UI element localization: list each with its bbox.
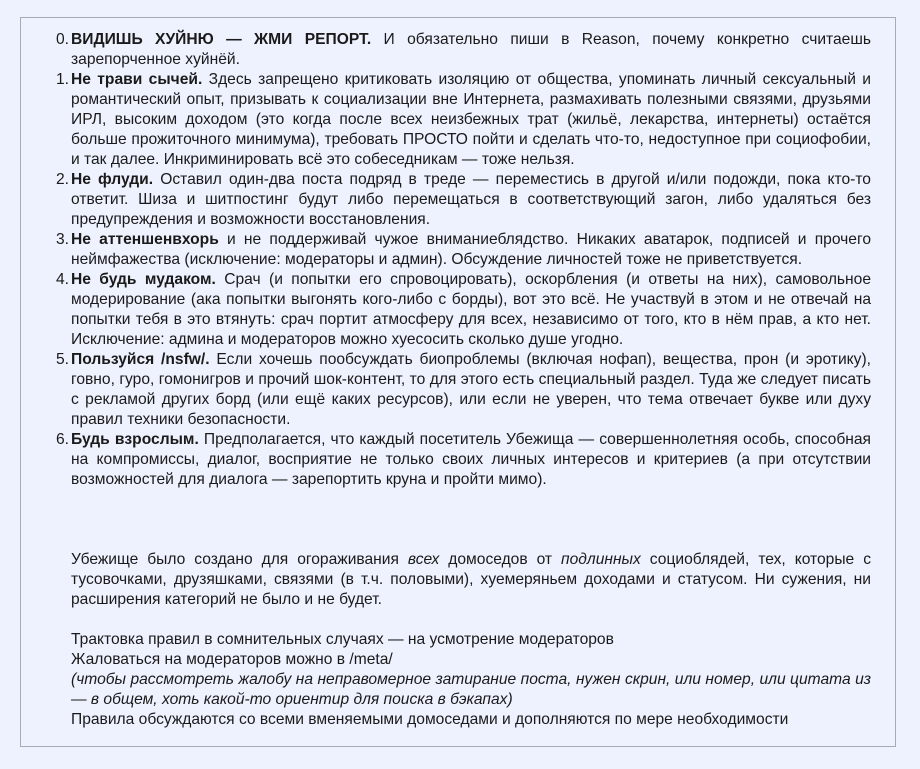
rule-title: Пользуйся /nsfw/. (71, 351, 210, 368)
rule-item-0 (55, 30, 871, 70)
rule-text: и не поддерживай чужое вниманиеблядство. Никаких аватарок, подписей и прочего неймфажества (исключение: модераторы и админ). Обсуждение личностей тоже не приветствуется. (71, 231, 871, 268)
rule-text: Оставил один-два поста подряд в треде — переместись в другой и/или подожди, пока кто-то ответит. Шиза и шитпостинг будут либо перемещаться в соответствующий загон, либо удаляться без предупреждения и возможности восстановления. (71, 171, 871, 228)
rule-title: Не флуди. (71, 171, 154, 188)
rule-text: Здесь запрещено критиковать изоляцию от общества, упоминать личный сексуальный и романтический опыт, призывать к социализации вне Интернета, размахивать полезными связями, друзьями ИРЛ, высоким доходом (это когда после всех неизбежных трат (жильё, лекарства, интернеты) остаётся больше прожиточного минимума), требовать ПРОСТО пойти и сделать что-то, недоступное при социофобии, и так далее. Инкриминировать всё это собеседникам — тоже нельзя. (71, 71, 871, 168)
rule-number: 4. (55, 271, 69, 288)
rule-number: 0. (55, 31, 69, 48)
rule-item-2 (55, 170, 871, 230)
rules-footer (71, 550, 871, 730)
rule-item-1 (55, 70, 871, 170)
rule-title: ВИДИШЬ ХУЙНЮ — ЖМИ РЕПОРТ. (71, 31, 372, 48)
footer-line-complaints: Жаловаться на модераторов можно в /meta/ (71, 651, 393, 668)
rule-title: Не будь мудаком. (71, 271, 216, 288)
rule-text: Если хочешь пообсуждать биопроблемы (включая нофап), вещества, прон (и эротику), говно, гуро, гомонигров и прочий шок-контент, то для этого есть специальный раздел. Туда же следует писать с рекламой других борд (или ещё каких ресурсов), или если не уверен, что тема отвечает букве или духу правил техники безопасности. (71, 351, 871, 428)
rule-item-5 (55, 350, 871, 430)
rule-item-3 (55, 230, 871, 270)
footer-emphasis: всех (407, 551, 440, 568)
footer-emphasis: подлинных (561, 551, 641, 568)
rule-item-6 (55, 430, 871, 490)
spacer (71, 610, 871, 630)
rule-title: Будь взрослым. (71, 431, 199, 448)
rule-text: И обязательно пиши в Reason, почему конкретно считаешь зарепорченное хуйнёй. (71, 31, 871, 68)
rule-title: Не трави сычей. (71, 71, 203, 88)
rule-number: 3. (55, 231, 69, 248)
rule-number: 5. (55, 351, 69, 368)
footer-text: домоседов от (439, 551, 562, 568)
footer-text: Убежище было создано для огораживания (71, 551, 408, 568)
rule-number: 6. (55, 431, 69, 448)
rule-title: Не аттеншенвхорь (71, 231, 219, 248)
rule-text: Срач (и попытки его спровоцировать), оскорбления (и ответы на них), самовольное модерирование (ака попытки выгонять кого-либо с борды), вот это всё. Не участвуй в этом и не отвечай на попытки тебя в это втянуть: срач портит атмосферу для всех, независимо от того, кто в нём прав, а кто нет. Исключение: админа и модераторов можно хуесосить сколько душе угодно. (71, 271, 871, 348)
footer-text: социоблядей, тех, которые с тусовочками, друзяшками, связями (в т.ч. половыми), хуемеряньем доходами и статусом. Ни сужения, ни расширения категорий не было и не будет. (71, 551, 871, 608)
footer-note-text: (чтобы рассмотреть жалобу на неправомерное затирание поста, нужен скрин, или номер, или цитата из — в общем, хоть какой-то ориентир для поиска в бэкапах) (71, 671, 871, 708)
rule-number: 1. (55, 71, 69, 88)
rule-item-4 (55, 270, 871, 350)
rule-text: Предполагается, что каждый посетитель Убежища — совершеннолетняя особь, способная на компромиссы, диалог, восприятие не только своих личных интересов и критериев (а при отсутствии возможностей для диалога — зарепортить круна и пройти мимо). (71, 431, 871, 488)
rules-panel (20, 17, 896, 747)
footer-line-complaints-note (71, 670, 871, 710)
footer-line-interpretation: Трактовка правил в сомнительных случаях — на усмотрение модераторов (71, 631, 614, 648)
footer-paragraph-purpose (71, 550, 871, 610)
rule-number: 2. (55, 171, 69, 188)
footer-line-discussion: Правила обсуждаются со всеми вменяемыми домоседами и дополняются по мере необходимости (71, 711, 789, 728)
rules-list (55, 30, 871, 490)
